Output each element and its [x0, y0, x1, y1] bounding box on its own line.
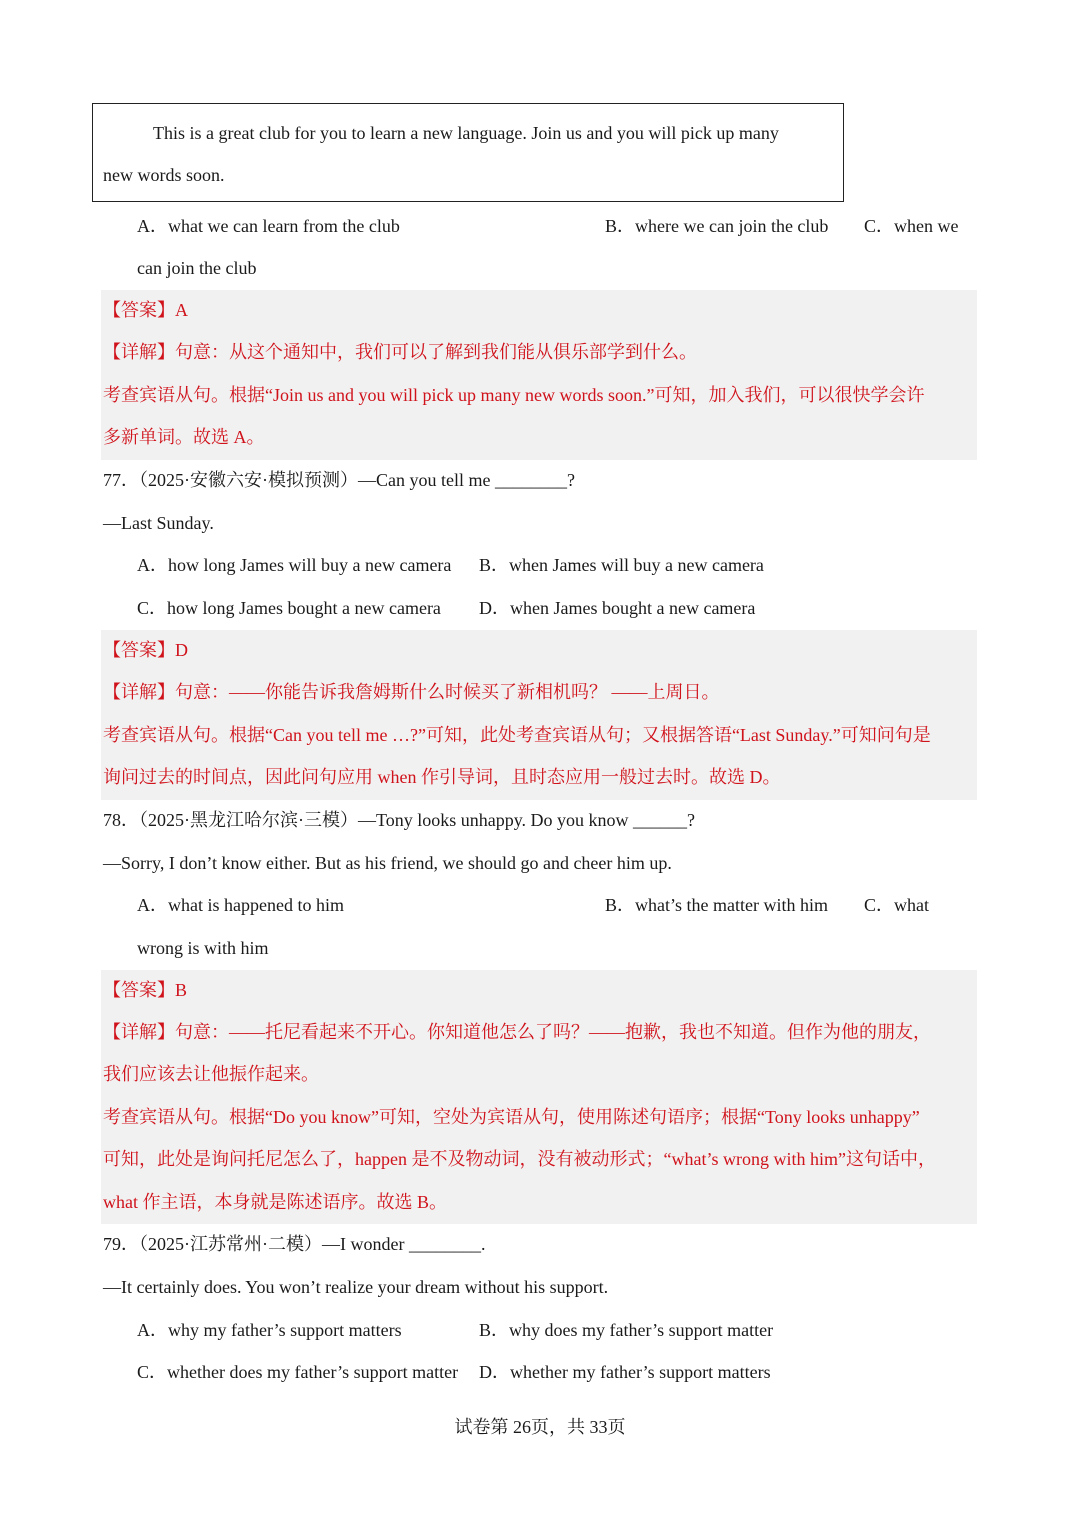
passage-line-2: new words soon.	[103, 165, 225, 185]
q77-stem: 77．（2025·安徽六安·模拟预测）—Can you tell me ________?	[103, 470, 575, 490]
q78-explanation-2: 我们应该去让他振作起来。	[103, 1064, 319, 1084]
q78-option-b: B．what’s the matter with him	[605, 895, 828, 915]
q77-option-b: B．when James will buy a new camera	[479, 555, 764, 575]
q77-option-d: D．when James bought a new camera	[479, 598, 756, 618]
q77-answer: 【答案】D	[103, 640, 188, 660]
q77-explanation-2: 考查宾语从句。根据“Can you tell me …?”可知，此处考查宾语从句；又根据答语“Last Sunday.”可知问句是	[103, 725, 931, 745]
q79-stem: 79．（2025·江苏常州·二模）—I wonder ________.	[103, 1234, 486, 1254]
q77-option-a: A．how long James will buy a new camera	[137, 555, 452, 575]
page-footer: 试卷第 26页，共 33页	[454, 1417, 626, 1437]
q77-reply: —Last Sunday.	[103, 513, 214, 533]
q79-option-d: D．whether my father’s support matters	[479, 1362, 771, 1382]
q76-explanation-1: 【详解】句意：从这个通知中，我们可以了解到我们能从俱乐部学到什么。	[103, 342, 697, 362]
q78-explanation-5: what 作主语，本身就是陈述语序。故选 B。	[103, 1192, 447, 1212]
q76-option-b: B．where we can join the club	[605, 216, 829, 236]
q78-option-a: A．what is happened to him	[137, 895, 344, 915]
q79-option-b: B．why does my father’s support matter	[479, 1320, 774, 1340]
q78-explanation-4: 可知，此处是询问托尼怎么了，happen 是不及物动词，没有被动形式；“what’s wrong with him”这句话中，	[103, 1149, 936, 1169]
q78-option-c-continued: wrong is with him	[137, 938, 269, 958]
q76-explanation-2: 考查宾语从句。根据“Join us and you will pick up many new words soon.”可知，加入我们，可以很快学会许	[103, 385, 925, 405]
q78-stem: 78．（2025·黑龙江哈尔滨·三模）—Tony looks unhappy. Do you know ______?	[103, 810, 696, 830]
q76-answer: 【答案】A	[103, 300, 188, 320]
q77-option-c: C．how long James bought a new camera	[137, 598, 441, 618]
q78-explanation-3: 考查宾语从句。根据“Do you know”可知，空处为宾语从句，使用陈述句语序；根据“Tony looks unhappy”	[103, 1107, 920, 1127]
passage-box	[92, 103, 844, 202]
q79-option-a: A．why my father’s support matters	[137, 1320, 402, 1340]
q76-option-c-continued: can join the club	[137, 258, 257, 278]
passage-line-1: This is a great club for you to learn a new language. Join us and you will pick up many	[153, 123, 779, 143]
q78-answer-block	[101, 970, 977, 1224]
q76-option-c: C．when we	[864, 216, 959, 236]
q78-reply: —Sorry, I don’t know either. But as his friend, we should go and cheer him up.	[103, 853, 672, 873]
q79-reply: —It certainly does. You won’t realize your dream without his support.	[103, 1277, 609, 1297]
q77-explanation-1: 【详解】句意：——你能告诉我詹姆斯什么时候买了新相机吗？ ——上周日。	[103, 682, 720, 702]
q78-explanation-1: 【详解】句意：——托尼看起来不开心。你知道他怎么了吗？——抱歉，我也不知道。但作为他的朋友，	[103, 1022, 931, 1042]
q78-answer: 【答案】B	[103, 980, 188, 1000]
q77-explanation-3: 询问过去的时间点，因此问句应用 when 作引导词，且时态应用一般过去时。故选 D。	[103, 767, 781, 787]
q78-option-c: C．what	[864, 895, 929, 915]
q79-option-c: C．whether does my father’s support matter	[137, 1362, 459, 1382]
q76-explanation-3: 多新单词。故选 A。	[103, 427, 265, 447]
q76-option-a: A．what we can learn from the club	[137, 216, 400, 236]
